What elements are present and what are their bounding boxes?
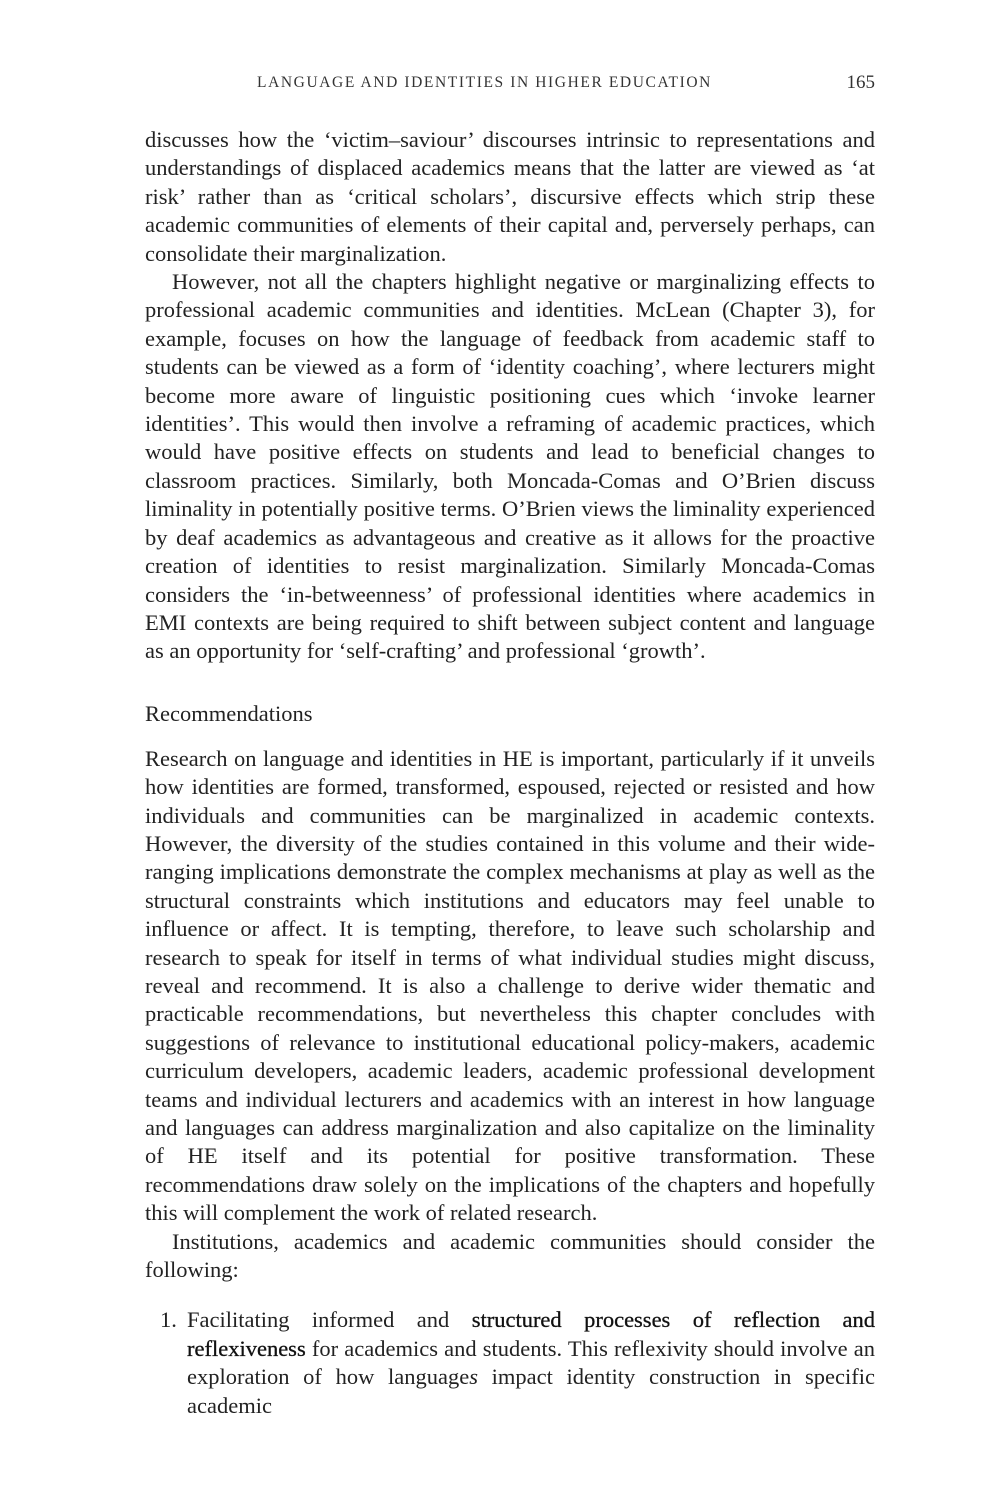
list-item-text-after: impact identity construction in specific academic	[187, 1364, 876, 1418]
paragraph-continued: discusses how the ‘victim–saviour’ discourses intrinsic to representations and understandings of displaced academics means that the latter are viewed as ‘at risk’ rather than as ‘critical scholars’, discursive effects which strip these academic communities of elements of their capital and, perversely perhaps, can consolidate their marginalization.	[145, 127, 875, 266]
list-item-emphasis: structured processes of reflection and reflexiveness	[187, 1307, 875, 1361]
recommendations-list	[145, 1306, 875, 1420]
running-title: LANGUAGE AND IDENTITIES IN HIGHER EDUCATION	[257, 74, 712, 91]
running-header	[145, 64, 875, 104]
list-item	[145, 1306, 875, 1420]
paragraph-positive-effects: However, not all the chapters highlight negative or marginalizing effects to professional academic communities and identities. McLean (Chapter 3), for example, focuses on how the language of feedback from academic staff to students can be viewed as a form of ‘identity coaching’, where lecturers might become more aware of linguistic positioning cues which ‘invoke learner identities’. This would then involve a reframing of academic practices, which would have positive effects on students and lead to beneficial changes to classroom practices. Similarly, both Moncada-Comas and O’Brien discuss liminality in potentially positive terms. O’Brien views the liminality experienced by deaf academics as advantageous and creative as it allows for the proactive creation of identities to resist marginalization. Similarly Moncada-Comas considers the ‘in-betweenness’ of professional identities where academics in EMI contexts are being required to shift between subject content and language as an opportunity for ‘self-crafting’ and professional ‘growth’.	[145, 269, 875, 664]
list-item-number: 1.	[160, 1307, 177, 1333]
section-heading: Recommendations	[145, 700, 313, 726]
list-item-italic: s	[469, 1364, 478, 1390]
page-number: 165	[846, 72, 875, 93]
paragraph-lead-in: Institutions, academics and academic communities should consider the following:	[145, 1228, 875, 1283]
paragraph-research: Research on language and identities in HE is important, particularly if it unveils how identities are formed, transformed, espoused, rejected or resisted and how individuals and communities can be marginalized in academic contexts. However, the diversity of the studies contained in this volume and their wide-ranging implications demonstrate the complex mechanisms at play as well as the structural constraints which institutions and educators may feel unable to influence or affect. It is tempting, therefore, to leave such scholarship and research to speak for itself in terms of what individual studies might discuss, reveal and recommend. It is also a challenge to derive wider thematic and practicable recommendations, but nevertheless this chapter concludes with suggestions of relevance to institutional educational policy-makers, academic curriculum developers, academic leaders, academic professional development teams and individual lecturers and academics with an interest in how language and languages can address marginalization and also capitalize on the liminality of HE itself and its potential for positive transformation. These recommendations draw solely on the implications of the chapters and hopefully this will complement the work of related research.	[145, 745, 875, 1226]
list-item-text-before: Facilitating informed and	[187, 1307, 472, 1333]
book-page	[145, 64, 875, 1420]
list-item-text-middle: for academics and students. This reflexivity should involve an exploration of how language	[187, 1335, 875, 1390]
